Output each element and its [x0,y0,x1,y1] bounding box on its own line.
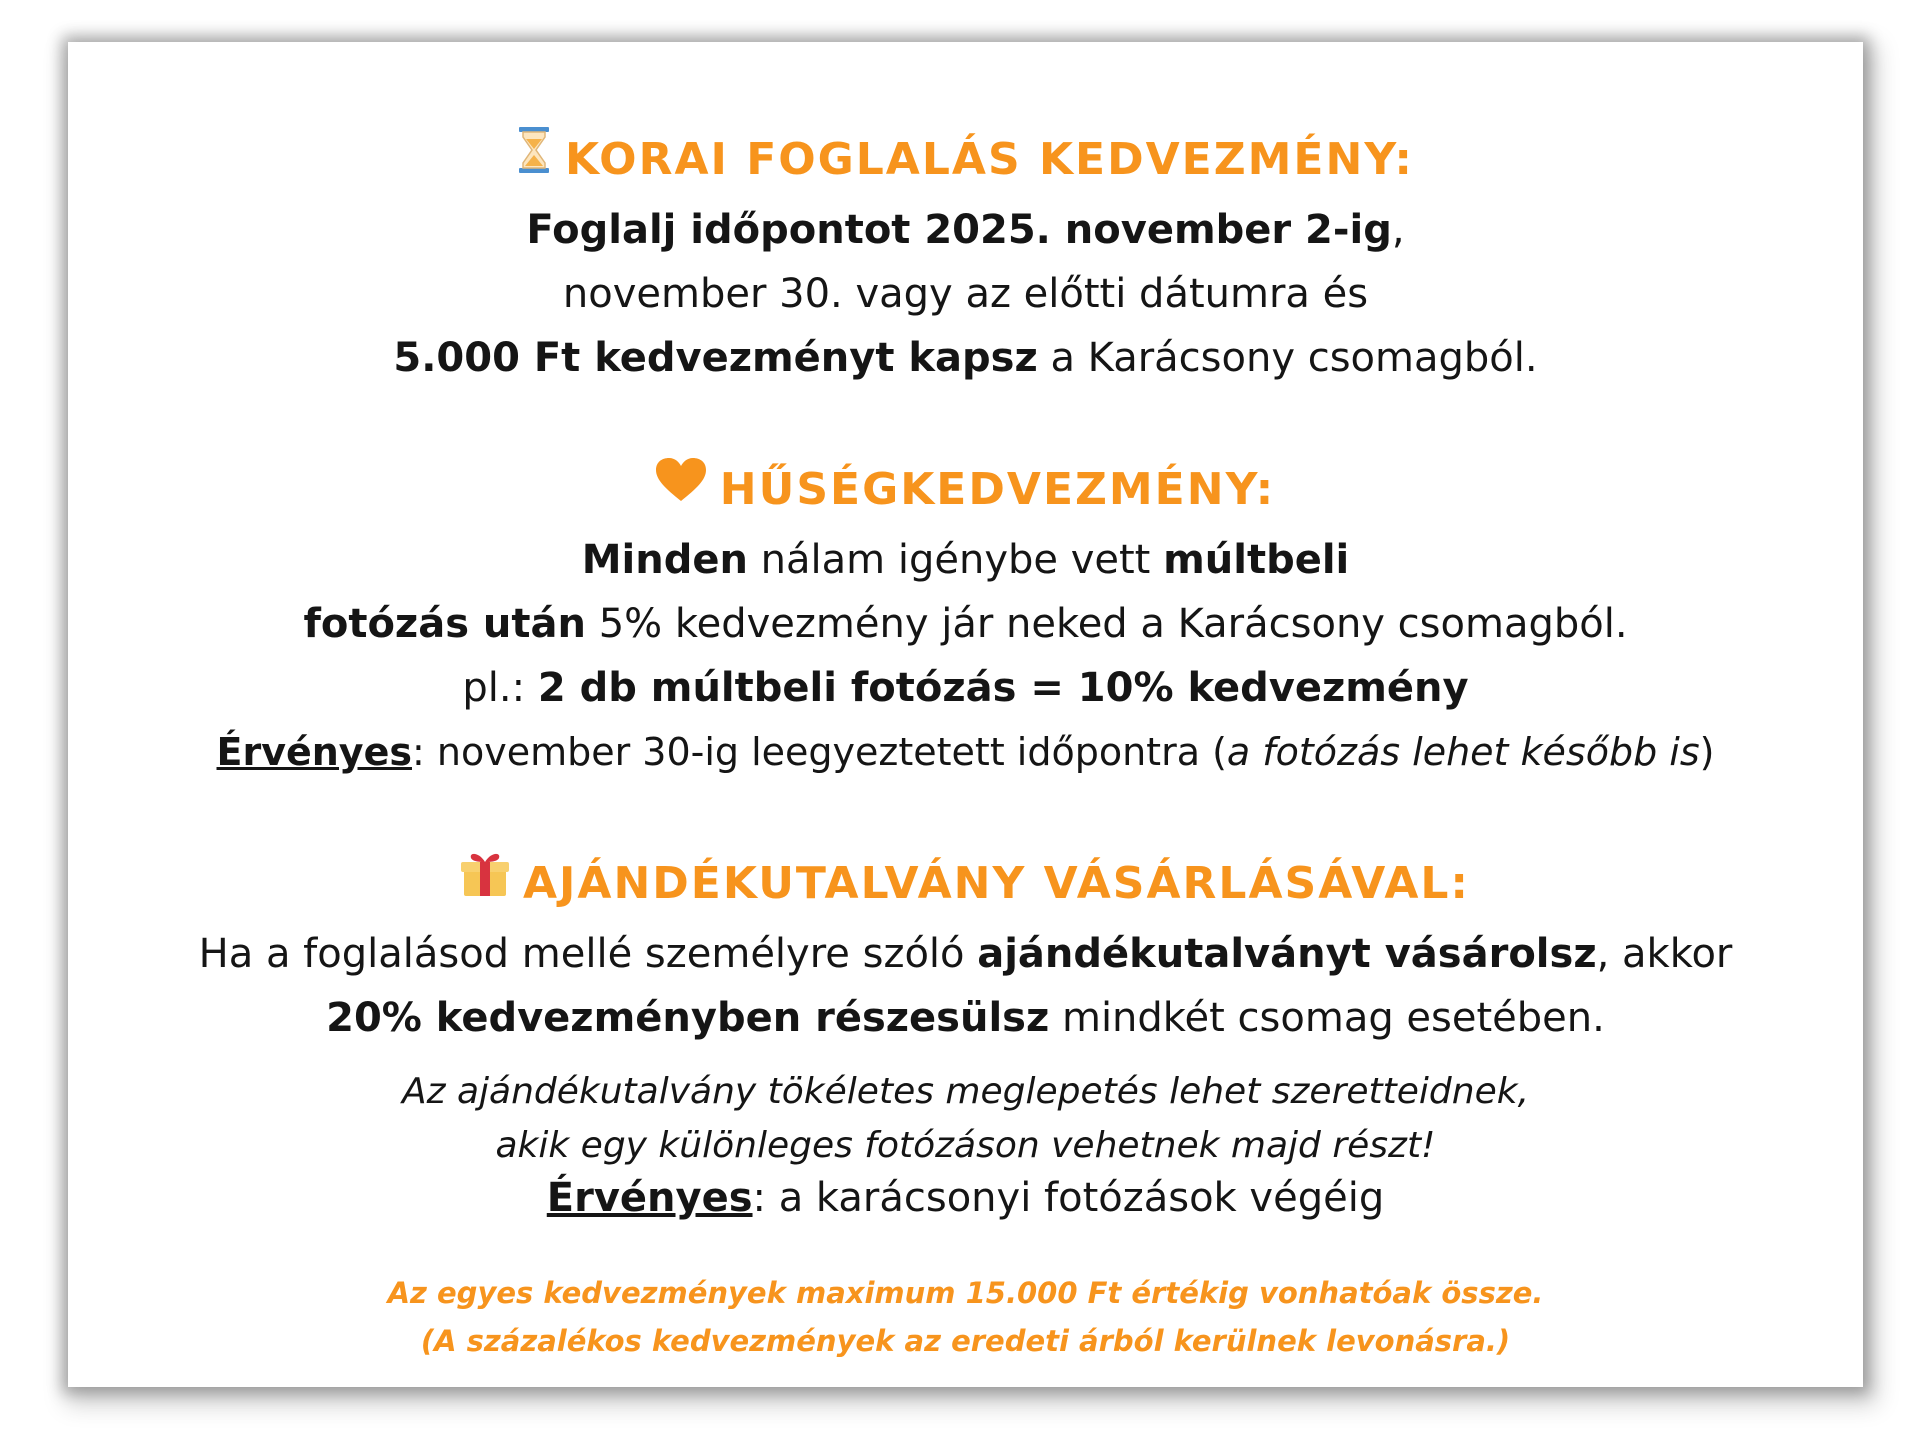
loyalty-validity-italic: a fotózás lehet később is [1226,730,1700,774]
early-booking-line-1-rest: , [1391,207,1405,253]
early-booking-amount: 5.000 Ft kedvezményt kapsz [393,335,1038,381]
loyalty-line-3 [68,660,1863,716]
gift-voucher-line-1-bold: ajándékutalványt vásárolsz [977,931,1597,977]
gift-voucher-validity-rest: : a karácsonyi fotózások végéig [752,1175,1385,1221]
gift-voucher-line-1-pre: Ha a foglalásod mellé személyre szóló [198,931,978,977]
loyalty-line-1-mid: nálam igénybe vett [747,537,1164,583]
footer-note-1: Az egyes kedvezmények maximum 15.000 Ft értékig vonhatóak össze. [387,1276,1544,1310]
hourglass-icon [517,127,551,189]
gift-voucher-validity-label: Érvényes [546,1175,753,1221]
gift-voucher-discount: 20% kedvezményben részesülsz [326,995,1050,1041]
loyalty-line-3-pre: pl.: [462,665,538,711]
early-booking-deadline: Foglalj időpontot 2025. november 2-ig [526,207,1392,253]
loyalty-validity-label: Érvényes [216,730,412,774]
loyalty-validity-end: ) [1699,730,1715,774]
loyalty-title: HŰSÉGKEDVEZMÉNY: [719,464,1276,515]
heart-icon [656,458,706,518]
loyalty-heading [68,460,1863,522]
gift-voucher-line-3: Az ajándékutalvány tökéletes meglepetés lehet szeretteidnek, [401,1071,1530,1112]
gift-voucher-line-4: akik egy különleges fotózáson vehetnek majd részt! [495,1125,1436,1166]
loyalty-line-2-bold: fotózás után [303,601,586,647]
early-booking-line-1 [68,202,1863,258]
gift-voucher-title: AJÁNDÉKUTALVÁNY VÁSÁRLÁSÁVAL: [522,858,1471,909]
loyalty-validity-mid: : november 30-ig leegyeztetett időpontra ( [411,730,1227,774]
early-booking-title: KORAI FOGLALÁS KEDVEZMÉNY: [565,134,1414,185]
loyalty-example: 2 db múltbeli fotózás = 10% kedvezmény [537,665,1469,711]
early-booking-line-2: november 30. vagy az előtti dátumra és [562,271,1369,317]
loyalty-line-2-rest: 5% kedvezmény jár neked a Karácsony csomagból. [586,601,1628,647]
early-booking-heading [68,130,1863,193]
discount-card [68,42,1863,1387]
gift-voucher-line-1 [68,926,1863,982]
loyalty-line-1-bold-b: múltbeli [1163,537,1350,583]
gift-voucher-heading [68,854,1863,918]
loyalty-line-2 [68,596,1863,652]
loyalty-line-1-bold-a: Minden [581,537,748,583]
gift-voucher-validity [68,1170,1863,1226]
loyalty-validity [68,724,1863,780]
loyalty-line-1 [68,532,1863,588]
early-booking-line-3-rest: a Karácsony csomagból. [1037,335,1538,381]
footer-note-2: (A százalékos kedvezmények az eredeti árból kerülnek levonásra.) [420,1324,1511,1358]
gift-voucher-line-2 [68,990,1863,1046]
early-booking-line-3 [68,330,1863,386]
gift-voucher-line-2-rest: mindkét csomag esetében. [1049,995,1605,1041]
gift-voucher-line-1-rest: , akkor [1596,931,1733,977]
gift-icon [461,850,509,914]
